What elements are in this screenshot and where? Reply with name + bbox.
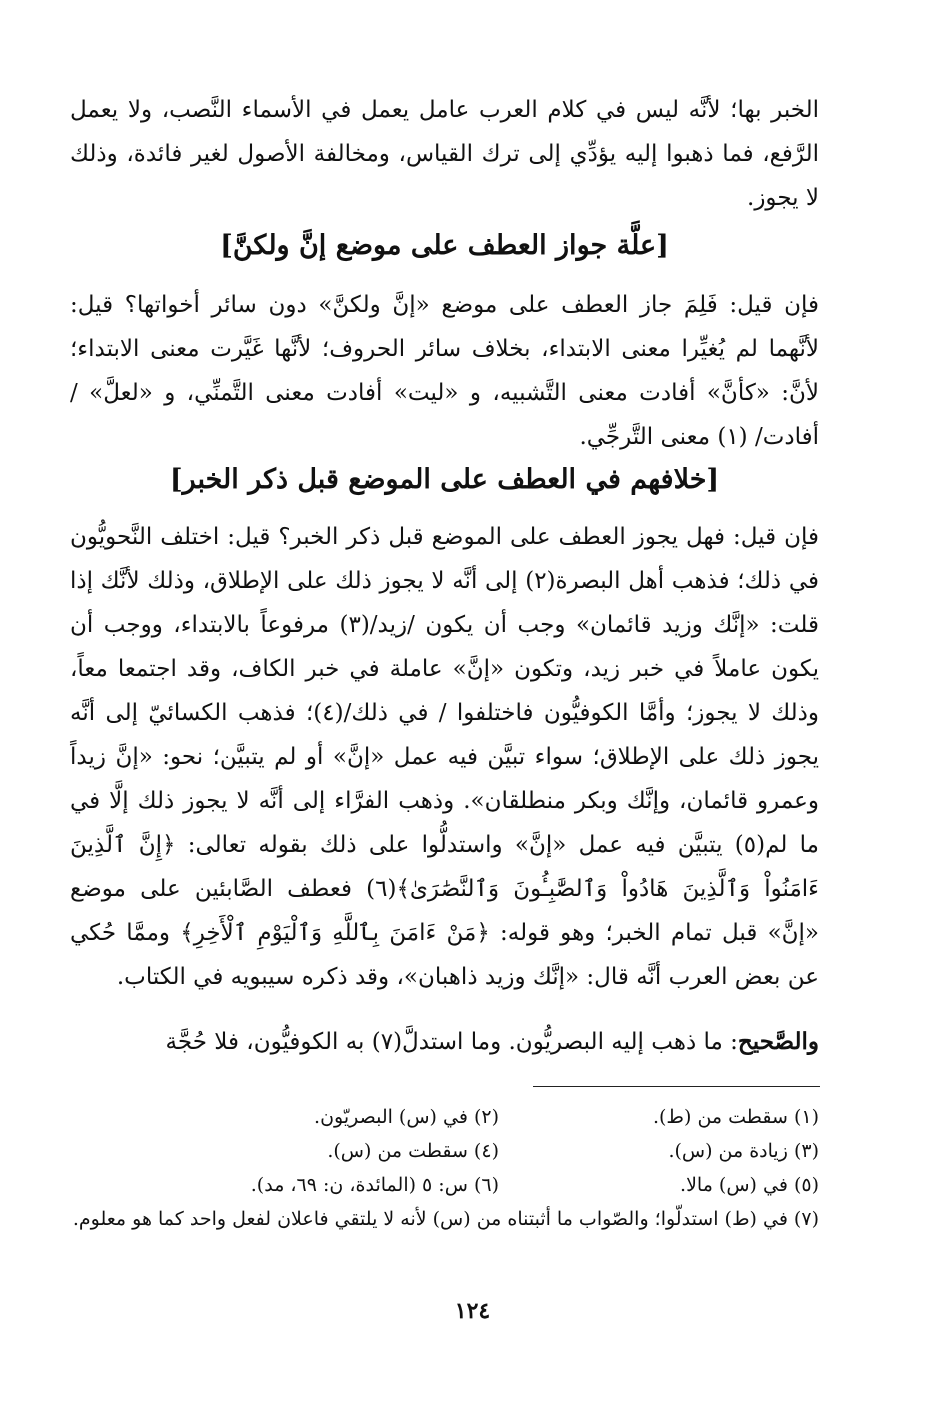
footnote-separator	[533, 1086, 820, 1087]
paragraph-1: الخبر بها؛ لأنَّه ليس في كلام العرب عامل يعمل في الأسماء النَّصب، ولا يعمل الرَّفع، فما ذهبوا إليه يؤدِّي إلى ترك القياس، ومخالفة الأصول لغير فائدة، وذلك لا يجوز.	[70, 97, 819, 211]
footnote-7: (٧) في (ط) استدلّوا؛ والصّواب ما أثبتناه من (س) لأنه لا يلتقي فاعلان لفعل واحد كما هو معلوم.	[72, 1208, 819, 1230]
footnote-row	[70, 1134, 819, 1168]
footnote-5: (٥) في (س) مالا.	[680, 1174, 819, 1196]
paragraph-4-lead: والصَّحيح	[737, 1028, 819, 1055]
paragraph-3: فإن قيل: فهل يجوز العطف على الموضع قبل ذكر الخبر؟ قيل: اختلف النَّحويُّون في ذلك؛ فذهب أهل البصرة(٢) إلى أنَّه لا يجوز ذلك على الإطلاق، وذلك لأنَّك إذا قلت: «إنَّك وزيد قائمان» وجب أن يكون /زيد/(٣) مرفوعاً بالابتداء، ووجب أن يكون عاملاً في خبر زيد، وتكون «إنَّ» عاملة في خبر الكاف، وقد اجتمعا معاً، وذلك لا يجوز؛ وأمَّا الكوفيُّون فاختلفوا / في ذلك/(٤)؛ فذهب الكسائيّ إلى أنَّه يجوز ذلك على الإطلاق؛ سواء تبيَّن فيه عمل «إنَّ» أو لم يتبيَّن؛ نحو: «إنَّ زيداً وعمرو قائمان، وإنَّك وبكر منطلقان». وذهب الفرَّاء إلى أنَّه لا يجوز ذلك إلَّا في ما لم(٥) يتبيَّن فيه عمل «إنَّ» واستدلُّوا على ذلك بقوله تعالى: ﴿إِنَّ ٱلَّذِينَ ءَامَنُواْ وَٱلَّذِينَ هَادُواْ وَٱلصَّٰبِـُٔونَ وَٱلنَّصَٰرَىٰ﴾(٦) فعطف الصَّابئين على موضع «إنَّ» قبل تمام الخبر؛ وهو قوله: ﴿مَنْ ءَامَنَ بِٱللَّهِ وَٱلْيَوْمِ ٱلْأَخِرِ﴾ وممَّا حُكي عن بعض العرب أنَّه قال: «إنَّك وزيد ذاهبان»، وقد ذكره سيبويه في الكتاب.	[70, 524, 820, 990]
paragraph-4-rest: : ما ذهب إليه البصريُّون. وما استدلَّ(٧) به الكوفيُّون، فلا حُجَّة	[165, 1029, 738, 1055]
footnote-2: (٢) في (س) البصريّون.	[314, 1106, 499, 1128]
footnote-6: (٦) س: ٥ (المائدة، ن: ٦٩، مد).	[250, 1174, 499, 1196]
page-number: ١٢٤	[454, 1298, 491, 1324]
footnotes	[70, 1100, 819, 1236]
footnote-row	[70, 1168, 819, 1202]
section-heading-2: [خلافهم في العطف على الموضع قبل ذكر الخبر]	[169, 464, 720, 495]
footnote-1: (١) سقطت من (ط).	[652, 1106, 819, 1128]
footnote-4: (٤) سقطت من (س).	[327, 1140, 499, 1162]
paragraph-4	[70, 1020, 819, 1064]
footnote-row	[70, 1100, 819, 1134]
footnote-3: (٣) زيادة من (س).	[668, 1140, 819, 1162]
section-heading-1: [علَّة جواز العطف على موضع إنَّ ولكنَّ]	[220, 230, 669, 261]
paragraph-2: فإن قيل: فَلِمَ جاز العطف على موضع «إنَّ ولكنَّ» دون سائر أخواتها؟ قيل: لأنَّهما لم يُغيِّرا معنى الابتداء، بخلاف سائر الحروف؛ لأنَّها غَيَّرت معنى الابتداء؛ لأنَّ: «كأنَّ» أفادت معنى التَّشبيه، و «ليت» أفادت معنى التَّمنِّي، و «لعلَّ» / أفادت/ (١) معنى التَّرجِّي.	[70, 292, 819, 450]
